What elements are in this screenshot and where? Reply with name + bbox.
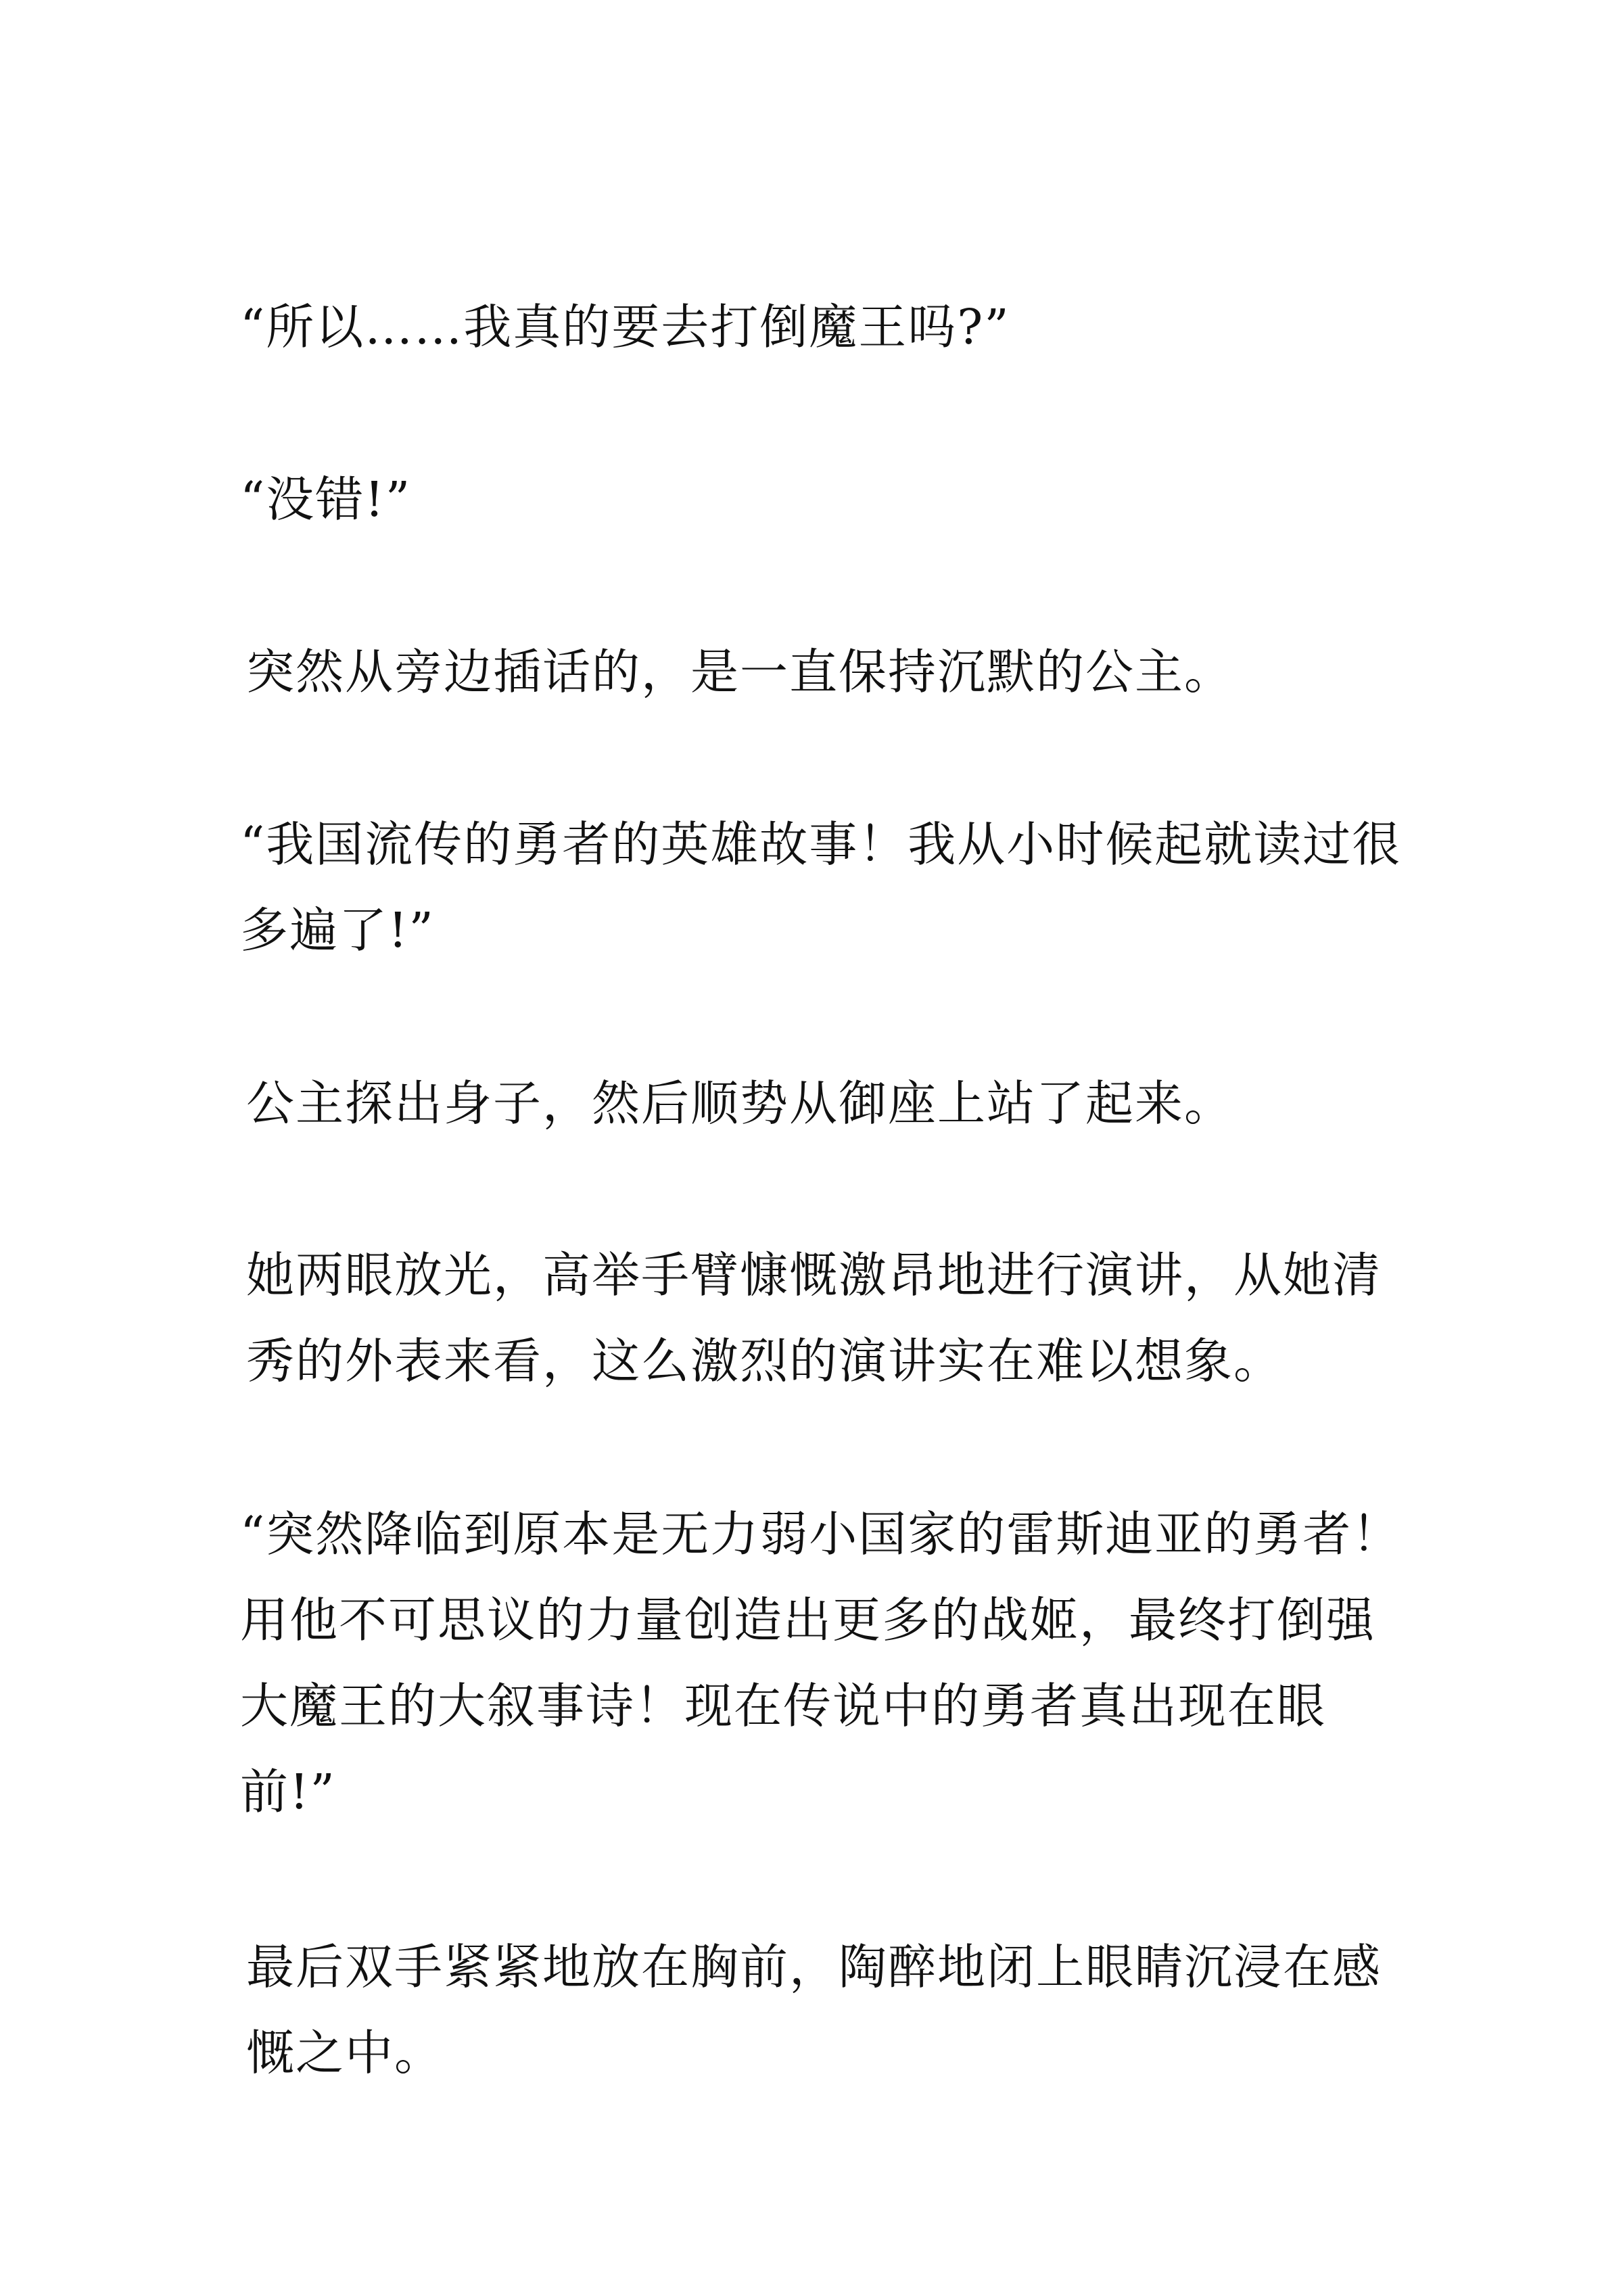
dialogue-paragraph: “所以……我真的要去打倒魔王吗?” — [240, 299, 1010, 355]
narration-paragraph: 公主探出身子，然后顺势从御座上站了起来。 — [246, 1075, 1234, 1131]
narration-paragraph: 最后双手紧紧地放在胸前，陶醉地闭上眼睛沉浸在感慨之中。 — [246, 1939, 1382, 2081]
dialogue-paragraph: “我国流传的勇者的英雄故事！我从小时候起就读过很多遍了!” — [240, 816, 1402, 958]
dialogue-paragraph: “没错!” — [240, 471, 412, 528]
narration-paragraph: 她两眼放光，高举手臂慷慨激昂地进行演讲，从她清秀的外表来看，这么激烈的演讲实在难以想象。 — [246, 1247, 1382, 1389]
narration-paragraph: 突然从旁边插话的，是一直保持沉默的公主。 — [246, 644, 1234, 700]
dialogue-paragraph: “突然降临到原本是无力弱小国家的雷斯迪亚的勇者！用他不可思议的力量创造出更多的战姬，最终打倒强大魔王的大叙事诗！现在传说中的勇者真出现在眼前!” — [240, 1506, 1402, 1820]
